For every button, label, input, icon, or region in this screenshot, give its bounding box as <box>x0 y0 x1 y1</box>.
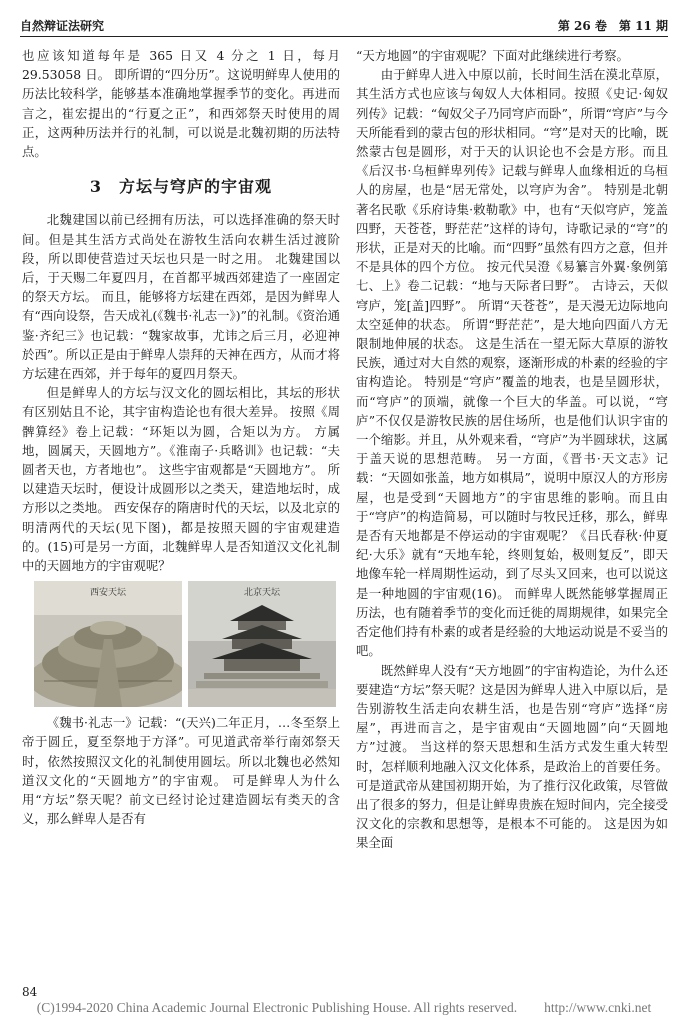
paragraph: 也应该知道每年是 365 日又 4 分之 1 日，每月 29.53058 日。 即所谓的“四分历”。这说明鲜卑人使用的历法比较科学，能够基本准确地掌握季节的变化。再进而言之，崔宏提出的“行夏之正”，和西郊祭天时使用的周正，这两种历法并行的礼制，可以说是北魏初期的历法特点。 <box>22 48 340 160</box>
figure-caption: 北京天坛 <box>243 588 280 599</box>
paragraph: 《魏书·礼志一》记载：“(天兴)二年正月，…冬至祭上帝于圆丘，夏至祭地于方泽”。可见道武帝举行南郊祭天时，依然按照汉文化的礼制使用圆坛。所以北魏也必然知道汉文化的“天圆地方”的宇宙观。 可是鲜卑人为什么用“方坛”祭天呢？前文已经讨论过建造圆坛有类天的含义，那么鲜卑人是否有 <box>22 715 340 827</box>
section-heading: 3 方坛与穹庐的宇宙观 <box>89 177 273 197</box>
copyright-footer: (C)1994-2020 China Academic Journal Electronic Publishing House. All rights reserved. http://www.cnki.net <box>36 1000 652 1015</box>
left-column <box>22 46 340 829</box>
page-number: 84 <box>22 985 38 999</box>
right-column <box>356 46 668 853</box>
paragraph: 但是鲜卑人的方坛与汉文化的圆坛相比，其坛的形状有区别姑且不论，其宇宙构造论也有很大差异。 按照《周髀算经》卷上记载：“环矩以为圆，合矩以为方。 方属地，圆属天，天圆地方”。《淮南子·兵略训》也记载：“夫圆者天也，方者地也”。 这些宇宙观都是“天圆地方”。 所以建造天坛时，便设计成圆形以之类天，建造地坛时，成方形以之类地。 西安保存的隋唐时代的天坛，以及北京的明清两代的天坛(见下图)，都是按照天圆的宇宙观建造的。(15)可是另一方面，北魏鲜卑人是否知道汉文化礼制中的天圆地方的宇宙观呢？ <box>22 385 340 574</box>
beijing-temple-photo <box>188 581 336 707</box>
paragraph: 既然鲜卑人没有“天方地圆”的宇宙构造论，为什么还要建造“方坛”祭天呢？这是因为鲜卑人进入中原以后，是告别游牧生活走向农耕生活，也是告别“穹庐”选择“房屋”，再进而言之，是宇宙观由“天圆地圆”向“天圆地方”过渡。 当这样的祭天思想和生活方式发生重大转型时，怎样顺利地融入汉文化体系，是政治上的首要任务。可是道武帝从建国初期开始，为了推行汉化政策，尽管做出了很多的努力，但是让鲜卑贵族在短时间内，完全接受汉文化的宗教和思想等，是根本不可能的。 这是因为如果全面 <box>356 662 668 851</box>
paragraph: “天方地圆”的宇宙观呢？下面对此继续进行考察。 <box>356 48 629 63</box>
paragraph: 北魏建国以前已经拥有历法，可以选择准确的祭天时间。但是其生活方式尚处在游牧生活向农耕生活过渡阶段，所以即使营造过天坛也只是一时之用。 北魏建国以后，于天赐二年夏四月，在首都平城西郊建造了一座固定的祭天方坛。 而且，能够将方坛建在西郊，是因为鲜卑人有“西向设祭，告天成礼(《魏书·礼志一》)”的礼制。《资治通鉴·齐纪三》也记载：“魏家故事，尤讳之后三月，必迎神於西”。所以正是由于鲜卑人崇拜的天神在西方，从而才将方坛建在西郊，并于每年的夏四月祭天。 <box>22 212 340 382</box>
journal-title: 自然辩证法研究 <box>20 19 105 33</box>
xian-altar-photo <box>34 581 182 707</box>
running-header <box>20 14 668 37</box>
figure-caption: 西安天坛 <box>89 588 126 599</box>
temple-of-heaven-figure <box>22 581 340 707</box>
paragraph: 由于鲜卑人进入中原以前，长时间生活在漠北草原，其生活方式也应该与匈奴人大体相同。按照《史记·匈奴列传》记载：“匈奴父子乃同穹庐而卧”，所谓“穹庐”与今天所能看到的蒙古包的形状相同。“穹”是对天的比喻，既然蒙古包是圆形，对于天的认识论也不会是方形。而且《后汉书·乌桓鲜卑列传》记载与鲜卑人血缘相近的乌桓人的房屋，也是“居无常处，以穹庐为舍”。 特别是北朝著名民歌《乐府诗集·敕勒歌》中，也有“天似穹庐，笼盖四野，天苍苍，野茫茫”这样的诗句，诗歌记录的“穹”的形状，正是对天的比喻。而“四野”虽然有四方之意，但并不是具体的四个方位。 按元代吴澄《易纂言外翼·象例第七、上》卷二记载：“地与天际者曰野”。 古诗云，天似穹庐，笼[盖]四野”。 所谓“天苍苍”，是天漫无边际地向太空延伸的状态。 所谓“野茫茫”，是大地向四面八方无限制地伸展的状态。 这是生活在一望无际大草原的游牧民族，通过对大自然的观察，逐渐形成的朴素的经验的宇宙构造论。 特别是“穹庐”覆盖的地表，也是呈圆形状，而“穹庐”的顶端，就像一个巨大的华盖。可以说，“穹庐”不仅仅是游牧民族的居住场所，也是他们认识宇宙的一个缩影。并且，从外观来看，“穹庐”为半圆球状，这属于盖天说的思想范畴。 另一方面，《晋书·天文志》记载：“天圆如张盖，地方如棋局”，说明中原汉人的方形房屋，也是受到“天圆地方”的宇宙思维的影响。而且由于“穹庐”的构造简易，可以随时与牧民迁移，那么，鲜卑是否有天地都是不停运动的宇宙观呢？《吕氏春秋·仲夏纪·大乐》就有“天地车轮，终则复始，极则复反”，即天地像车轮一样周期性运动，到了尽头又回来，也可以说这是一种地圆的宇宙观(16)。 而鲜卑人既然能够掌握周正历法，也有随着季节的变化而迁徙的周期规律，如果完全否定他们持有朴素的或者是经验的大地运动说是不妥当的吧。 <box>356 67 668 659</box>
issue-number: 第 26 卷 第 11 期 <box>557 19 668 33</box>
